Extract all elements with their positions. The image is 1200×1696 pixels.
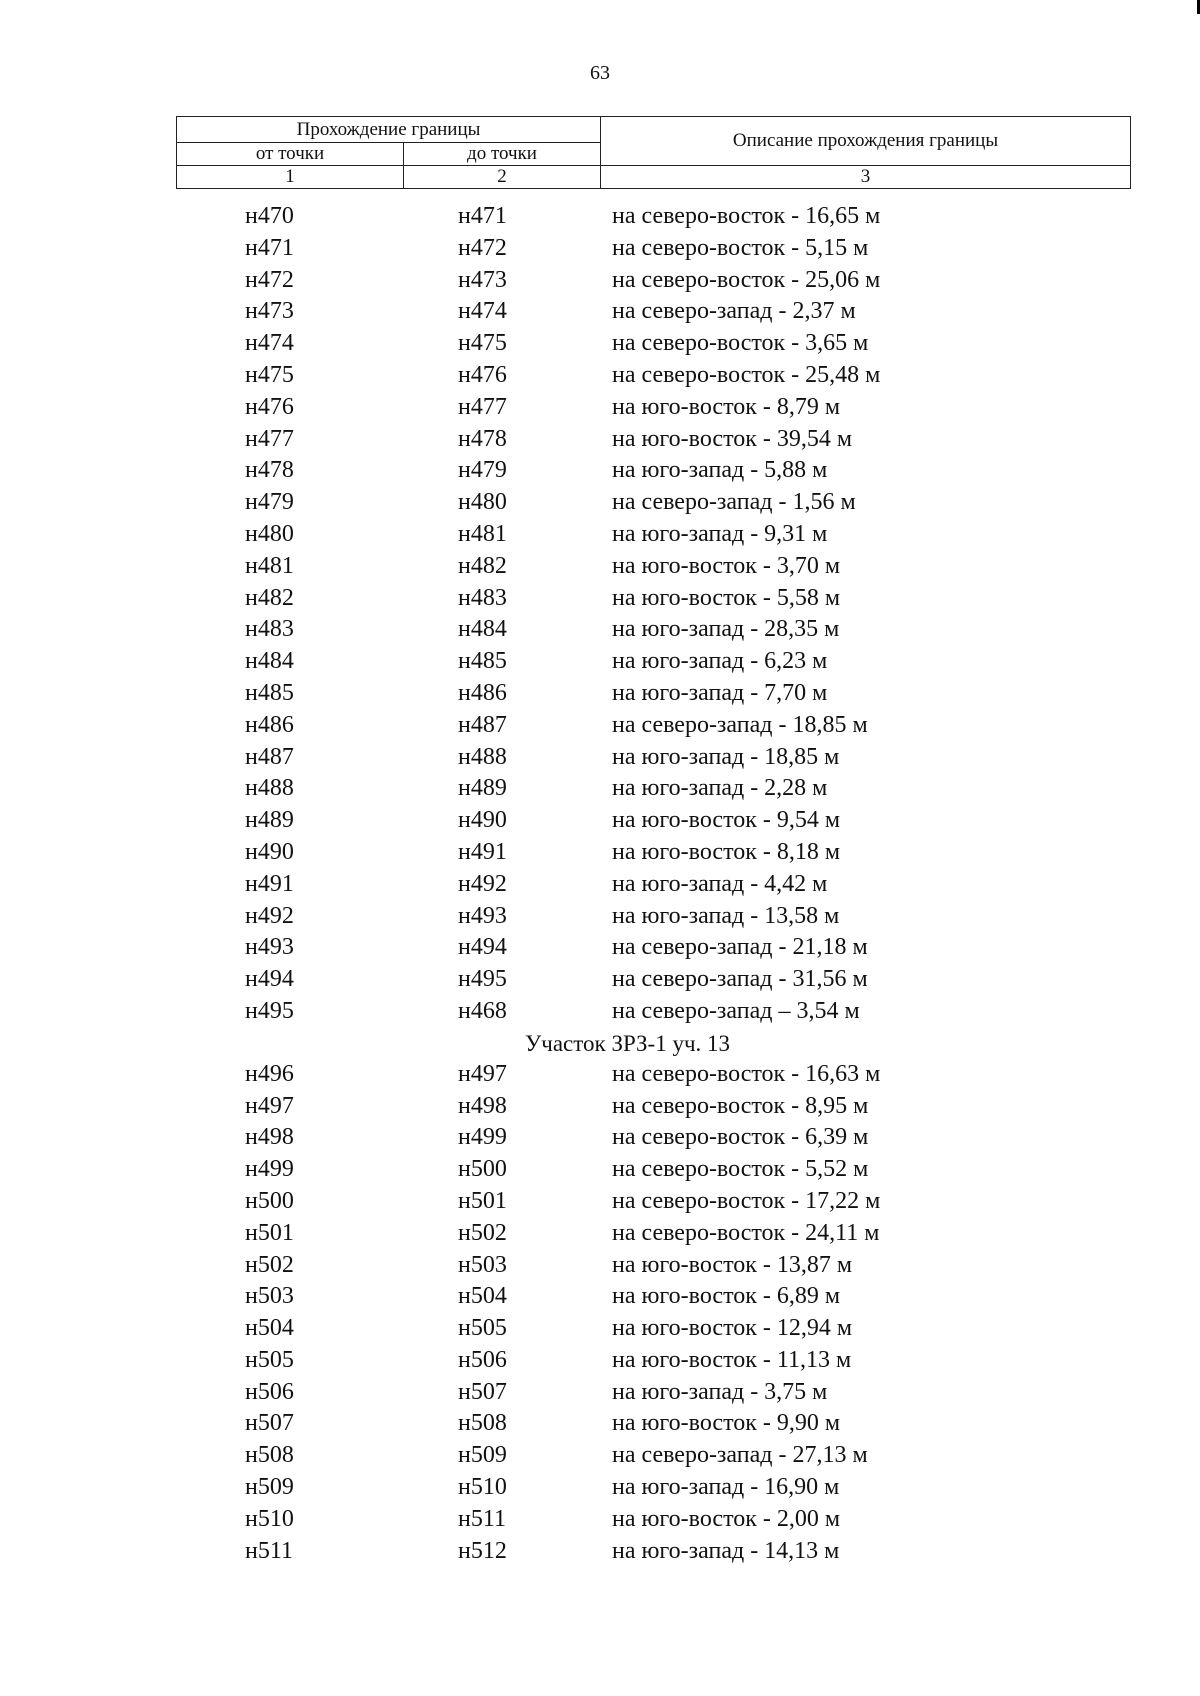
to-point-cell: н478: [458, 425, 507, 452]
from-point-cell: н491: [245, 870, 294, 897]
from-point-cell: н487: [245, 743, 294, 770]
to-point-cell: н468: [458, 997, 507, 1024]
description-cell: на северо-запад - 1,56 м: [612, 489, 856, 516]
from-point-cell: н509: [245, 1474, 294, 1501]
to-point-cell: н477: [458, 393, 507, 420]
to-point-cell: н507: [458, 1378, 507, 1405]
from-point-cell: н476: [245, 393, 294, 420]
table-row: [0, 1059, 1200, 1091]
description-cell: на северо-восток - 5,52 м: [612, 1156, 869, 1183]
description-cell: на северо-восток - 16,65 м: [612, 203, 881, 229]
to-point-cell: н471: [458, 203, 507, 229]
description-cell: на северо-запад - 2,37 м: [612, 298, 856, 325]
section-title: Участок ЗРЗ-1 уч. 13: [525, 1030, 731, 1056]
table-row: [0, 519, 1200, 551]
to-point-cell: н487: [458, 711, 507, 738]
description-cell: на юго-запад - 16,90 м: [612, 1474, 840, 1501]
column-number-2: 2: [404, 166, 601, 189]
description-cell: на юго-восток - 11,13 м: [612, 1346, 852, 1373]
to-point-cell: н475: [458, 330, 507, 357]
column-number-3: 3: [601, 166, 1131, 189]
description-cell: на северо-восток - 5,15 м: [612, 234, 869, 261]
from-point-cell: н480: [245, 520, 294, 547]
description-cell: на северо-восток - 16,63 м: [612, 1060, 881, 1087]
to-point-cell: н506: [458, 1346, 507, 1373]
description-cell: на юго-запад - 2,28 м: [612, 775, 828, 802]
description-cell: на юго-запад - 7,70 м: [612, 679, 828, 706]
from-point-cell: н479: [245, 489, 294, 516]
from-point-cell: н477: [245, 425, 294, 452]
table-row: [0, 296, 1200, 328]
table-row: [0, 1377, 1200, 1409]
from-point-cell: н498: [245, 1124, 294, 1151]
to-point-cell: н491: [458, 838, 507, 865]
table-row: [0, 1250, 1200, 1282]
description-cell: на юго-восток - 6,89 м: [612, 1283, 841, 1310]
table-row: [0, 805, 1200, 837]
table-row: [0, 201, 1200, 233]
to-point-cell: н502: [458, 1219, 507, 1246]
table-row: [0, 233, 1200, 265]
from-point-cell: н475: [245, 361, 294, 388]
from-point-cell: н473: [245, 298, 294, 325]
from-point-cell: н497: [245, 1092, 294, 1119]
table-row: [0, 265, 1200, 297]
table-row: [0, 392, 1200, 424]
to-point-cell: н489: [458, 775, 507, 802]
description-cell: на юго-восток - 12,94 м: [612, 1315, 853, 1342]
from-point-cell: н502: [245, 1251, 294, 1278]
from-point-cell: н503: [245, 1283, 294, 1310]
to-point-cell: н488: [458, 743, 507, 770]
table-row: [0, 773, 1200, 805]
from-point-cell: н481: [245, 552, 294, 579]
to-point-cell: н501: [458, 1187, 507, 1214]
table-row: [0, 455, 1200, 487]
table-row: [0, 1472, 1200, 1504]
description-cell: на юго-запад - 14,13 м: [612, 1537, 840, 1564]
to-point-cell: н484: [458, 616, 507, 643]
table-row: [0, 1122, 1200, 1154]
description-cell: на северо-восток - 25,48 м: [612, 361, 881, 388]
table-row: [0, 1440, 1200, 1472]
table-row: [0, 328, 1200, 360]
from-point-cell: н492: [245, 902, 294, 929]
from-point-cell: н474: [245, 330, 294, 357]
from-point-header: от точки: [177, 143, 404, 166]
description-cell: на северо-восток - 3,65 м: [612, 330, 869, 357]
description-cell: на юго-восток - 39,54 м: [612, 425, 853, 452]
from-point-cell: н501: [245, 1219, 294, 1246]
to-point-cell: н508: [458, 1410, 507, 1437]
from-point-cell: н472: [245, 266, 294, 293]
description-cell: на северо-восток - 17,22 м: [612, 1187, 881, 1214]
to-point-cell: н486: [458, 679, 507, 706]
table-row: [0, 1345, 1200, 1377]
from-point-cell: н489: [245, 807, 294, 834]
description-cell: на северо-запад - 31,56 м: [612, 966, 868, 993]
to-point-cell: н474: [458, 298, 507, 325]
description-cell: на юго-восток - 3,70 м: [612, 552, 841, 579]
description-cell: на юго-запад - 13,58 м: [612, 902, 840, 929]
from-point-cell: н470: [245, 203, 294, 229]
to-point-cell: н472: [458, 234, 507, 261]
description-cell: на северо-запад - 18,85 м: [612, 711, 868, 738]
description-cell: на юго-запад - 18,85 м: [612, 743, 840, 770]
to-point-cell: н510: [458, 1474, 507, 1501]
description-cell: на юго-восток - 8,79 м: [612, 393, 841, 420]
from-point-cell: н494: [245, 966, 294, 993]
to-point-cell: н504: [458, 1283, 507, 1310]
from-point-cell: н490: [245, 838, 294, 865]
description-cell: на юго-запад - 3,75 м: [612, 1378, 828, 1405]
to-point-cell: н497: [458, 1060, 507, 1087]
page-number: 63: [590, 62, 610, 84]
from-point-cell: н493: [245, 934, 294, 961]
description-cell: на юго-запад - 9,31 м: [612, 520, 828, 547]
to-point-cell: н505: [458, 1315, 507, 1342]
table-row: [0, 583, 1200, 615]
from-point-cell: н505: [245, 1346, 294, 1373]
from-point-cell: н510: [245, 1505, 294, 1532]
description-cell: на юго-запад - 6,23 м: [612, 648, 828, 675]
description-cell: на северо-восток - 25,06 м: [612, 266, 881, 293]
table-header: [176, 116, 1131, 189]
boundary-passage-header: Прохождение границы: [177, 117, 601, 143]
from-point-cell: н484: [245, 648, 294, 675]
from-point-cell: н511: [245, 1537, 293, 1564]
description-cell: на северо-запад - 27,13 м: [612, 1442, 868, 1469]
table-row: [0, 551, 1200, 583]
to-point-cell: н498: [458, 1092, 507, 1119]
description-cell: на юго-запад - 28,35 м: [612, 616, 840, 643]
to-point-cell: н483: [458, 584, 507, 611]
to-point-cell: н481: [458, 520, 507, 547]
description-cell: на северо-восток - 6,39 м: [612, 1124, 869, 1151]
from-point-cell: н499: [245, 1156, 294, 1183]
to-point-cell: н494: [458, 934, 507, 961]
table-row: [0, 487, 1200, 519]
description-cell: на северо-запад - 21,18 м: [612, 934, 868, 961]
to-point-cell: н476: [458, 361, 507, 388]
from-point-cell: н504: [245, 1315, 294, 1342]
to-point-cell: н490: [458, 807, 507, 834]
table-row: [0, 646, 1200, 678]
table-row: [0, 1313, 1200, 1345]
description-cell: на юго-восток - 2,00 м: [612, 1505, 841, 1532]
from-point-cell: н495: [245, 997, 294, 1024]
table-row: [0, 1281, 1200, 1313]
table-row: [0, 932, 1200, 964]
description-cell: на северо-восток - 24,11 м: [612, 1219, 880, 1246]
to-point-cell: н511: [458, 1505, 506, 1532]
table-row: [0, 869, 1200, 901]
description-cell: на юго-запад - 5,88 м: [612, 457, 828, 484]
table-row: [0, 1186, 1200, 1218]
from-point-cell: н485: [245, 679, 294, 706]
description-cell: на юго-восток - 8,18 м: [612, 838, 841, 865]
from-point-cell: н508: [245, 1442, 294, 1469]
table-row: [0, 742, 1200, 774]
to-point-cell: н512: [458, 1537, 507, 1564]
from-point-cell: н483: [245, 616, 294, 643]
to-point-cell: н480: [458, 489, 507, 516]
table-row: [0, 996, 1200, 1028]
from-point-cell: н506: [245, 1378, 294, 1405]
to-point-cell: н495: [458, 966, 507, 993]
description-cell: на северо-запад – 3,54 м: [612, 997, 860, 1024]
to-point-cell: н473: [458, 266, 507, 293]
from-point-cell: н496: [245, 1060, 294, 1087]
table-row: [0, 614, 1200, 646]
from-point-cell: н488: [245, 775, 294, 802]
table-row: [0, 1408, 1200, 1440]
description-cell: на юго-восток - 13,87 м: [612, 1251, 853, 1278]
to-point-cell: н499: [458, 1124, 507, 1151]
from-point-cell: н478: [245, 457, 294, 484]
to-point-cell: н493: [458, 902, 507, 929]
table-row: [0, 1536, 1200, 1568]
description-cell: на юго-восток - 9,54 м: [612, 807, 841, 834]
to-point-cell: н485: [458, 648, 507, 675]
to-point-cell: н500: [458, 1156, 507, 1183]
from-point-cell: н507: [245, 1410, 294, 1437]
section-row: [0, 1028, 1200, 1059]
from-point-cell: н486: [245, 711, 294, 738]
to-point-cell: н509: [458, 1442, 507, 1469]
from-point-cell: н471: [245, 234, 294, 261]
table-row: [0, 837, 1200, 869]
description-cell: на северо-восток - 8,95 м: [612, 1092, 869, 1119]
table-row: [0, 1091, 1200, 1123]
from-point-cell: н482: [245, 584, 294, 611]
description-cell: на юго-восток - 5,58 м: [612, 584, 841, 611]
table-row: [0, 901, 1200, 933]
to-point-cell: н479: [458, 457, 507, 484]
to-point-cell: н503: [458, 1251, 507, 1278]
column-number-1: 1: [177, 166, 404, 189]
table-row: [0, 1504, 1200, 1536]
table-row: [0, 424, 1200, 456]
table-row: [0, 710, 1200, 742]
to-point-header: до точки: [404, 143, 601, 166]
description-cell: на юго-запад - 4,42 м: [612, 870, 828, 897]
to-point-cell: н482: [458, 552, 507, 579]
table-row: [0, 1154, 1200, 1186]
table-body: [0, 201, 1200, 1567]
table-row: [0, 360, 1200, 392]
description-cell: на юго-восток - 9,90 м: [612, 1410, 841, 1437]
from-point-cell: н500: [245, 1187, 294, 1214]
table-row: [0, 1218, 1200, 1250]
to-point-cell: н492: [458, 870, 507, 897]
description-header: Описание прохождения границы: [601, 117, 1131, 166]
table-row: [0, 678, 1200, 710]
table-row: [0, 964, 1200, 996]
